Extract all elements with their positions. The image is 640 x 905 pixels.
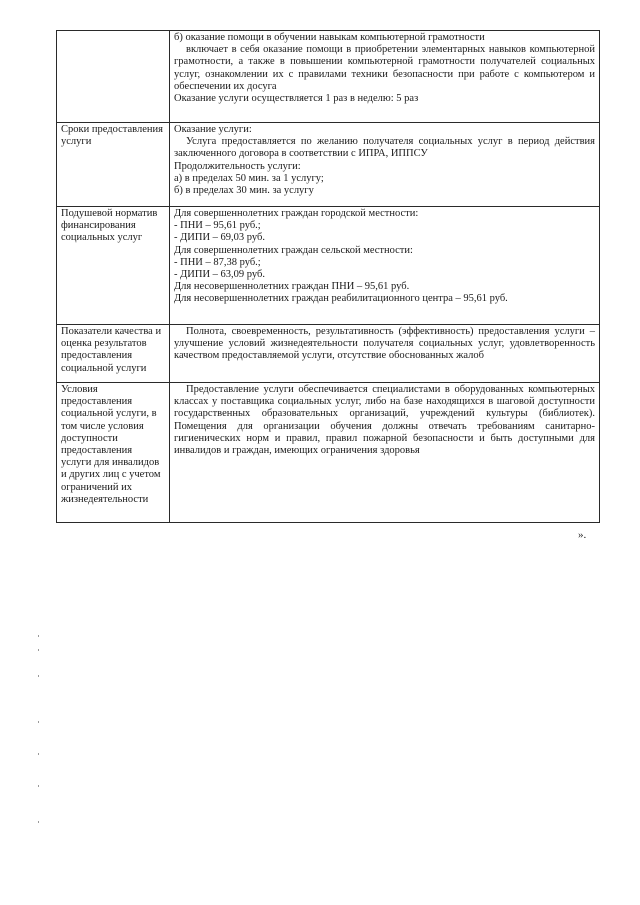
label-line: доступности	[61, 432, 118, 444]
label-line: предоставления	[61, 350, 133, 362]
content-line: - ДИПИ – 69,03 руб.	[174, 232, 265, 244]
label-line: оценка результатов	[61, 338, 147, 350]
label-line: финансирования	[61, 220, 136, 232]
content-line: б) в пределах 30 мин. за услугу	[174, 185, 314, 197]
table-row	[57, 207, 600, 325]
service-standard-table	[56, 30, 600, 523]
label-line: услуги для инвалидов	[61, 457, 160, 469]
content-line: - ДИПИ – 63,09 руб.	[174, 269, 265, 281]
content-line: Оказание услуги осуществляется 1 раз в неделю: 5 раз	[174, 93, 419, 105]
training-assistance-cell	[170, 31, 600, 123]
terms-cell	[170, 123, 600, 207]
content-line: Для несовершеннолетних граждан реабилитационного центра – 95,61 руб.	[174, 293, 508, 305]
row-label-empty	[57, 31, 170, 123]
content-line: б) оказание помощи в обучении навыкам компьютерной грамотности	[174, 32, 485, 43]
content-line: Для совершеннолетних граждан сельской местности:	[174, 244, 413, 256]
content-paragraph: Полнота, своевременность, результативность (эффективность) предоставления услуги – улучшение условий жизнедеятельности получателя социальных услуг, удовлетворенность качеством предоставляемой услуги, отсутствие обоснованных жалоб	[174, 326, 595, 362]
content-line: Для несовершеннолетних граждан ПНИ – 95,61 руб.	[174, 281, 410, 293]
row-label-conditions	[57, 383, 170, 523]
table-row	[57, 325, 600, 383]
row-label-terms	[57, 123, 170, 207]
table-row	[57, 383, 600, 523]
label-line: ограничений их	[61, 481, 132, 493]
label-line: Условия	[61, 384, 98, 395]
label-line: социальной услуги	[61, 362, 147, 374]
table-row	[57, 123, 600, 207]
content-paragraph: включает в себя оказание помощи в приобретении элементарных навыков компьютерной грамотности, а также в повышении компьютерной грамотности получателей социальных услуг, ознакомлении их с правилами техники безопасности при работе с компьютером и обеспечении их досуга	[174, 44, 595, 92]
content-line: Оказание услуги:	[174, 124, 252, 135]
label-line: Показатели качества и	[61, 326, 162, 337]
content-line: - ПНИ – 87,38 руб.;	[174, 256, 261, 268]
closing-quote-mark: ».	[578, 529, 587, 541]
label-line: том числе условия	[61, 420, 144, 432]
content-line: Для совершеннолетних граждан городской местности:	[174, 208, 419, 219]
label-line: Сроки предоставления	[61, 124, 163, 135]
label-line: Подушевой норматив	[61, 208, 158, 219]
label-line: услуги	[61, 136, 92, 148]
label-line: предоставления	[61, 396, 133, 408]
conditions-cell	[170, 383, 600, 523]
quality-cell	[170, 325, 600, 383]
scan-specks	[38, 635, 41, 825]
content-line: Продолжительность услуги:	[174, 160, 301, 172]
content-paragraph: Услуга предоставляется по желанию получателя социальных услуг в период действия заключенного договора в соответствии с ИПРА, ИППСУ	[174, 136, 595, 160]
label-line: предоставления	[61, 445, 133, 457]
content-line: - ПНИ – 95,61 руб.;	[174, 220, 261, 232]
content-line: а) в пределах 50 мин. за 1 услугу;	[174, 172, 324, 184]
label-line: социальной услуги, в	[61, 408, 157, 420]
row-label-quality	[57, 325, 170, 383]
row-label-funding	[57, 207, 170, 325]
label-line: жизнедеятельности	[61, 493, 149, 505]
funding-cell	[170, 207, 600, 325]
label-line: и других лиц с учетом	[61, 469, 161, 481]
label-line: социальных услуг	[61, 232, 143, 244]
table-row	[57, 31, 600, 123]
content-paragraph: Предоставление услуги обеспечивается специалистами в оборудованных компьютерных классах у поставщика социальных услуг, либо на базе находящихся в шаговой доступности государственных образовательных организаций, учреждений культуры (библиотек). Помещения для организации обучения должны отвечать требованиям санитарно-гигиенических норм и правил, правил пожарной безопасности и быть доступными для инвалидов и граждан, имеющих ограничения здоровья	[174, 384, 595, 457]
